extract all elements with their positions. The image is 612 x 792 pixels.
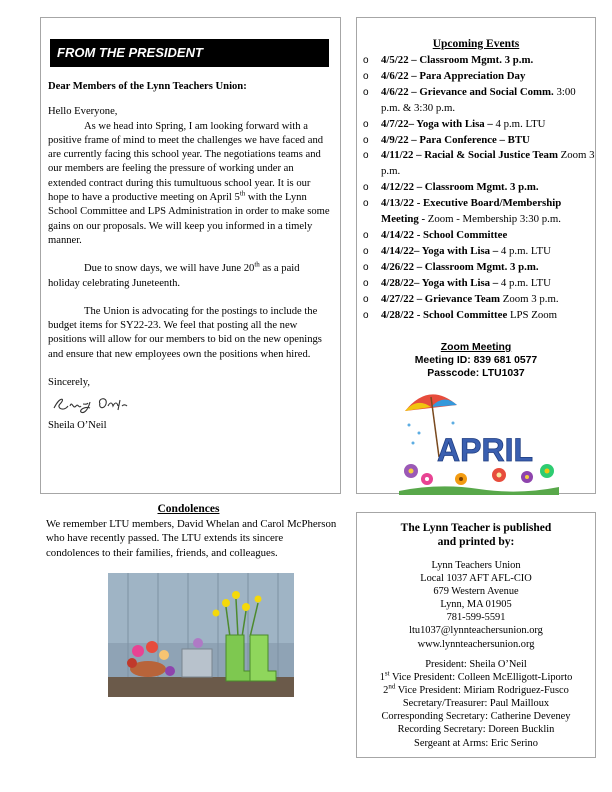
condolences-title: Condolences — [157, 503, 220, 515]
list-item: o 4/14/22 - School Committee — [363, 228, 595, 244]
officer-corresponding-secretary: Corresponding Secretary: Catherine Deveney — [381, 711, 571, 723]
president-banner: FROM THE PRESIDENT — [50, 39, 329, 67]
union-name: Lynn Teachers Union — [431, 560, 521, 571]
list-item: o 4/13/22 - Executive Board/Membership Meeting - Zoom - Membership 3:30 p.m. — [363, 196, 595, 228]
letter-closing: Sincerely, — [48, 377, 90, 389]
list-item: o 4/28/22– Yoga with Lisa – 4 p.m. LTU — [363, 276, 595, 292]
list-item: o 4/27/22 – Grievance Team Zoom 3 p.m. — [363, 292, 595, 308]
officer-president: President: Sheila O’Neil — [425, 659, 527, 670]
list-item: o 4/28/22 - School Committee LPS Zoom — [363, 308, 595, 324]
spring-garden-photo-icon — [108, 573, 294, 697]
list-item: o 4/9/22 – Para Conference – BTU — [363, 133, 595, 149]
president-letter-box — [40, 17, 341, 494]
street-address: 679 Western Avenue — [433, 586, 519, 598]
letter-salutation: Dear Members of the Lynn Teachers Union: — [48, 81, 247, 92]
letter-paragraph-3: The Union is advocating for the postings to include the budget items for SY22-23. We feel that posting all the new positions will allow for our members to bid on the new openings and ensure that new employees own the positions when hired. — [48, 305, 322, 360]
events-title: Upcoming Events — [432, 38, 520, 50]
list-item: o 4/14/22– Yoga with Lisa – 4 p.m. LTU — [363, 244, 595, 260]
letter-paragraph-2: Due to snow days, we will have June 20th as a paid holiday celebrating Juneteenth. — [48, 260, 300, 289]
list-item: o 4/26/22 – Classroom Mgmt. 3 p.m. — [363, 260, 595, 276]
letter-signer: Sheila O’Neil — [48, 420, 107, 432]
officer-recording-secretary: Recording Secretary: Doreen Bucklin — [397, 724, 555, 736]
april-umbrella-flowers-art-icon — [399, 383, 559, 495]
zoom-info — [357, 342, 595, 380]
zoom-passcode: Passcode: LTU1037 — [427, 367, 525, 379]
officer-vp1: 1st Vice President: Colleen McElligott-Liporto — [379, 669, 573, 684]
list-item: o 4/6/22 – Grievance and Social Comm. 3:00 p.m. & 3:30 p.m. — [363, 85, 595, 117]
april-text: APRIL — [437, 432, 533, 468]
publication-address — [357, 559, 595, 651]
events-box — [356, 17, 596, 494]
list-item: o 4/7/22– Yoga with Lisa – 4 p.m. LTU — [363, 117, 595, 133]
list-item: o 4/5/22 – Classroom Mgmt. 3 p.m. — [363, 53, 595, 69]
condolences-text: We remember LTU members, David Whelan and Carol McPherson who have recently passed. The LTU extends its sincere condolences to their families, friends, and colleagues. — [46, 518, 337, 559]
list-item: o 4/11/22 – Racial & Social Justice Team Zoom 3 p.m. — [363, 148, 595, 180]
list-item: o 4/12/22 – Classroom Mgmt. 3 p.m. — [363, 180, 595, 196]
officers-list — [357, 658, 595, 750]
signature-icon — [50, 392, 140, 418]
publication-box — [356, 512, 596, 758]
letter-greeting: Hello Everyone, — [48, 106, 118, 118]
email-address: ltu1037@lynnteachersunion.org — [409, 625, 543, 637]
president-letter — [48, 80, 333, 434]
website: www.lynnteachersunion.org — [417, 638, 535, 650]
letter-paragraph-1: As we head into Spring, I am looking forward with a positive frame of mind to meet the challenges we have faced and are currently facing this school year. The negotiations teams and our members are feeling the pressure of working under an extended contract during this tumultuous school year. It is our hope to have a productive meeting on April 5th with the Lynn School Committee and LPS Administration in order to make some gains on our proposals. We will keep you informed in a timely manner. — [48, 120, 330, 246]
officer-sergeant-at-arms: Sergeant at Arms: Eric Serino — [414, 737, 538, 749]
list-item: o 4/6/22 – Para Appreciation Day — [363, 69, 595, 85]
zoom-meeting-id: Meeting ID: 839 681 0577 — [414, 354, 538, 366]
zoom-title: Zoom Meeting — [440, 342, 512, 353]
officer-secretary-treasurer: Secretary/Treasurer: Paul Mailloux — [402, 698, 550, 710]
events-list — [363, 53, 595, 323]
officer-vp2: 2nd Vice President: Miriam Rodriguez-Fusco — [383, 682, 569, 697]
phone-number: 781-599-5591 — [446, 612, 506, 624]
city-state-zip: Lynn, MA 01905 — [440, 599, 512, 611]
publication-heading: The Lynn Teacher is published and printed by: — [400, 522, 552, 548]
union-local: Local 1037 AFT AFL-CIO — [420, 573, 532, 585]
